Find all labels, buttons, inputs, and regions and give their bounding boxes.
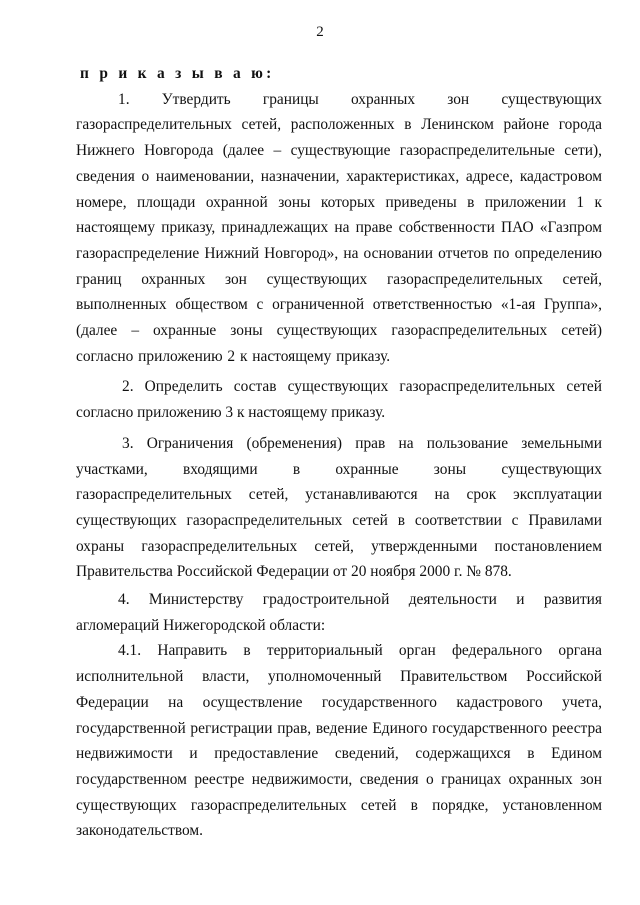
paragraph-4-1: 4.1. Направить в территориальный орган федерального органа исполнительной власти, уполномоченный Правительством Российской Федерации на осуществление государственного кадастрового учета, государственной регистрации прав, ведение Единого государственного реестра недвижимости и предоставление сведений, содержащихся в Едином государственном реестре недвижимости, сведения о границах охранных зон существующих газораспределительных сетей в порядке, установленном законодательством. bbox=[76, 642, 602, 840]
paragraph-4: 4. Министерству градостроительной деятельности и развития агломераций Нижегородской области: bbox=[76, 591, 602, 634]
paragraph-3: 3. Ограничения (обременения) прав на пользование земельными участками, входящими в охранные зоны существующих газораспределительных сетей, устанавливаются на срок эксплуатации существующих газораспределительных сетей в соответствии с Правилами охраны газораспределительных сетей, утвержденными постановлением Правительства Российской Федерации от 20 ноября 2000 г. № 878. bbox=[76, 434, 602, 581]
paragraph-1: 1. Утвердить границы охранных зон существующих газораспределительных сетей, расположенных в Ленинском районе города Нижнего Новгорода (далее – существующие газораспределительные сети), сведения о наименовании, назначении, характеристиках, адресе, кадастровом номере, площади охранной зоны которых приведены в приложении 1 к настоящему приказу, принадлежащих на праве собственности ПАО «Газпром газораспределение Нижний Новгород», на основании отчетов по определению границ охранных зон существующих газораспределительных сетей, выполненных обществом с ограниченной ответственностью «1-ая Группа», (далее – охранные зоны существующих газораспределительных сетей) согласно приложению 2 к настоящему приказу. bbox=[76, 90, 602, 365]
document-body bbox=[76, 61, 602, 844]
order-heading: п р и к а з ы в а ю: bbox=[80, 65, 275, 82]
paragraph-2: 2. Определить состав существующих газораспределительных сетей согласно приложению 3 к настоящему приказу. bbox=[76, 378, 602, 422]
page-number: 2 bbox=[316, 24, 324, 40]
